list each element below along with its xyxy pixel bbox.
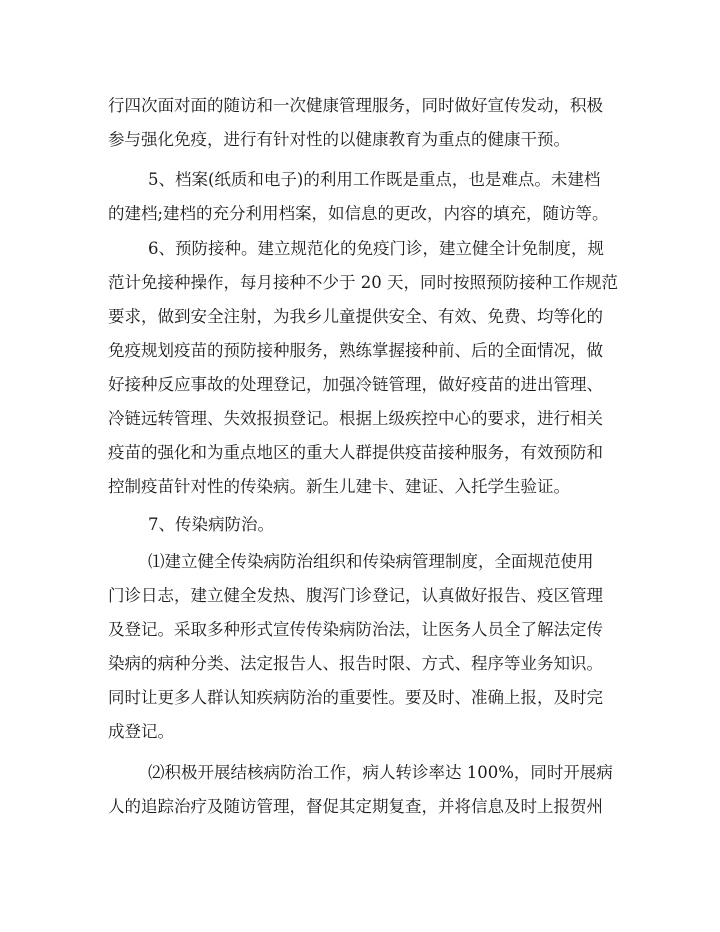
text-line-14: ⑴建立健全传染病防治组织和传染病管理制度，全面规范使用 — [148, 552, 594, 571]
text-line-4: 的建档;建档的充分利用档案，如信息的更改，内容的填充，随访等。 — [108, 204, 609, 223]
text-line-21: 人的追踪治疗及随访管理，督促其定期复查，并将信息及时上报贺州 — [108, 797, 603, 816]
text-line-9: 好接种反应事故的处理登记，加强冷链管理，做好疫苗的进出管理、 — [108, 375, 603, 394]
text-line-1: 行四次面对面的随访和一次健康管理服务，同时做好宣传发动，积极 — [108, 96, 603, 115]
text-line-12: 控制疫苗针对性的传染病。新生儿建卡、建证、入托学生验证。 — [108, 477, 570, 496]
text-line-18: 同时让更多人群认知疾病防治的重要性。要及时、准确上报，及时完 — [108, 688, 603, 707]
text-line-15: 门诊日志，建立健全发热、腹泻门诊登记，认真做好报告、疫区管理 — [108, 586, 603, 605]
text-line-17: 染病的病种分类、法定报告人、报告时限、方式、程序等业务知识。 — [108, 654, 603, 673]
text-line-2: 参与强化免疫，进行有针对性的以健康教育为重点的健康干预。 — [108, 130, 570, 149]
text-line-3: 5、档案(纸质和电子)的利用工作既是重点，也是难点。未建档 — [148, 170, 601, 189]
text-line-6: 范计免接种操作，每月接种不少于 20 天，同时按照预防接种工作规范 — [108, 273, 618, 292]
text-line-13: 7、传染病防治。 — [148, 515, 274, 534]
text-line-10: 冷链远转管理、失效报损登记。根据上级疾控中心的要求，进行相关 — [108, 409, 603, 428]
text-line-5: 6、预防接种。建立规范化的免疫门诊，建立健全计免制度，规 — [148, 239, 604, 258]
text-line-11: 疫苗的强化和为重点地区的重大人群提供疫苗接种服务，有效预防和 — [108, 443, 603, 462]
text-line-8: 免疫规划疫苗的预防接种服务，熟练掌握接种前、后的全面情况，做 — [108, 341, 603, 360]
text-line-7: 要求，做到安全注射，为我乡儿童提供安全、有效、免费、均等化的 — [108, 307, 603, 326]
text-line-16: 及登记。采取多种形式宣传传染病防治法，让医务人员全了解法定传 — [108, 620, 603, 639]
text-line-20: ⑵积极开展结核病防治工作，病人转诊率达 100%，同时开展病 — [148, 763, 613, 782]
text-line-19: 成登记。 — [108, 722, 174, 741]
